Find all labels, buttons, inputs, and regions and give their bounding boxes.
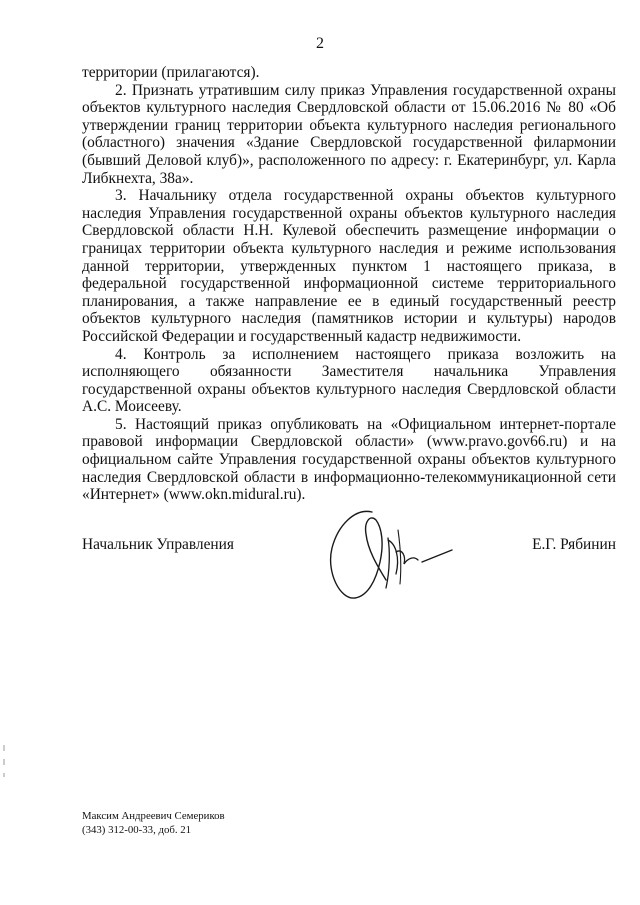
handwritten-signature [310, 500, 470, 610]
page-number: 2 [316, 35, 324, 52]
executor-phone: (343) 312-00-33, доб. 21 [82, 824, 192, 836]
scan-margin-marks [3, 745, 5, 785]
paragraph-3: 3. Начальнику отдела государственной охраны объектов культурного наследия Управления государственной охраны объектов культурного наследия Свердловской области Н.Н. Кулевой обеспечить размещение информации о границах территории объекта культурного наследия и режиме использования данной территории, утвержденных пунктом 1 настоящего приказа, в федеральной государственной информационной системе территориального планирования, а также направление ее в единый государственный реестр объектов культурного наследия (памятников истории и культуры) народов Российской Федерации и государственный кадастр недвижимости. [82, 187, 616, 345]
paragraph-5: 5. Настоящий приказ опубликовать на «Официальном интернет-портале правовой информации Свердловской области» (www.pravo.gov66.ru) и на официальном сайте Управления государственной охраны объектов культурного наследия Свердловской области в информационно-телекоммуникационной сети «Интернет» (www.okn.midural.ru). [82, 415, 616, 504]
signatory-position: Начальник Управления [82, 536, 234, 553]
executor-info [82, 809, 225, 837]
signatory-name: Е.Г. Рябинин [532, 536, 616, 553]
paragraph-4: 4. Контроль за исполнением настоящего приказа возложить на исполняющего обязанности Заместителя начальника Управления государственной охраны объектов культурного наследия Свердловской области А.С. Моисееву. [82, 345, 616, 416]
executor-name: Максим Андреевич Семериков [82, 810, 225, 822]
order-body-text [82, 64, 616, 504]
paragraph-1-continuation: территории (прилагаются). [82, 64, 260, 81]
paragraph-2: 2. Признать утратившим силу приказ Управления государственной охраны объектов культурного наследия Свердловской области от 15.06.2016 № 80 «Об утверждении границ территории объекта культурного наследия регионального (областного) значения «Здание Свердловской государственной филармонии (бывший Деловой клуб)», расположенного по адресу: г. Екатеринбург, ул. Карла Либкнехта, 38а». [82, 81, 616, 187]
